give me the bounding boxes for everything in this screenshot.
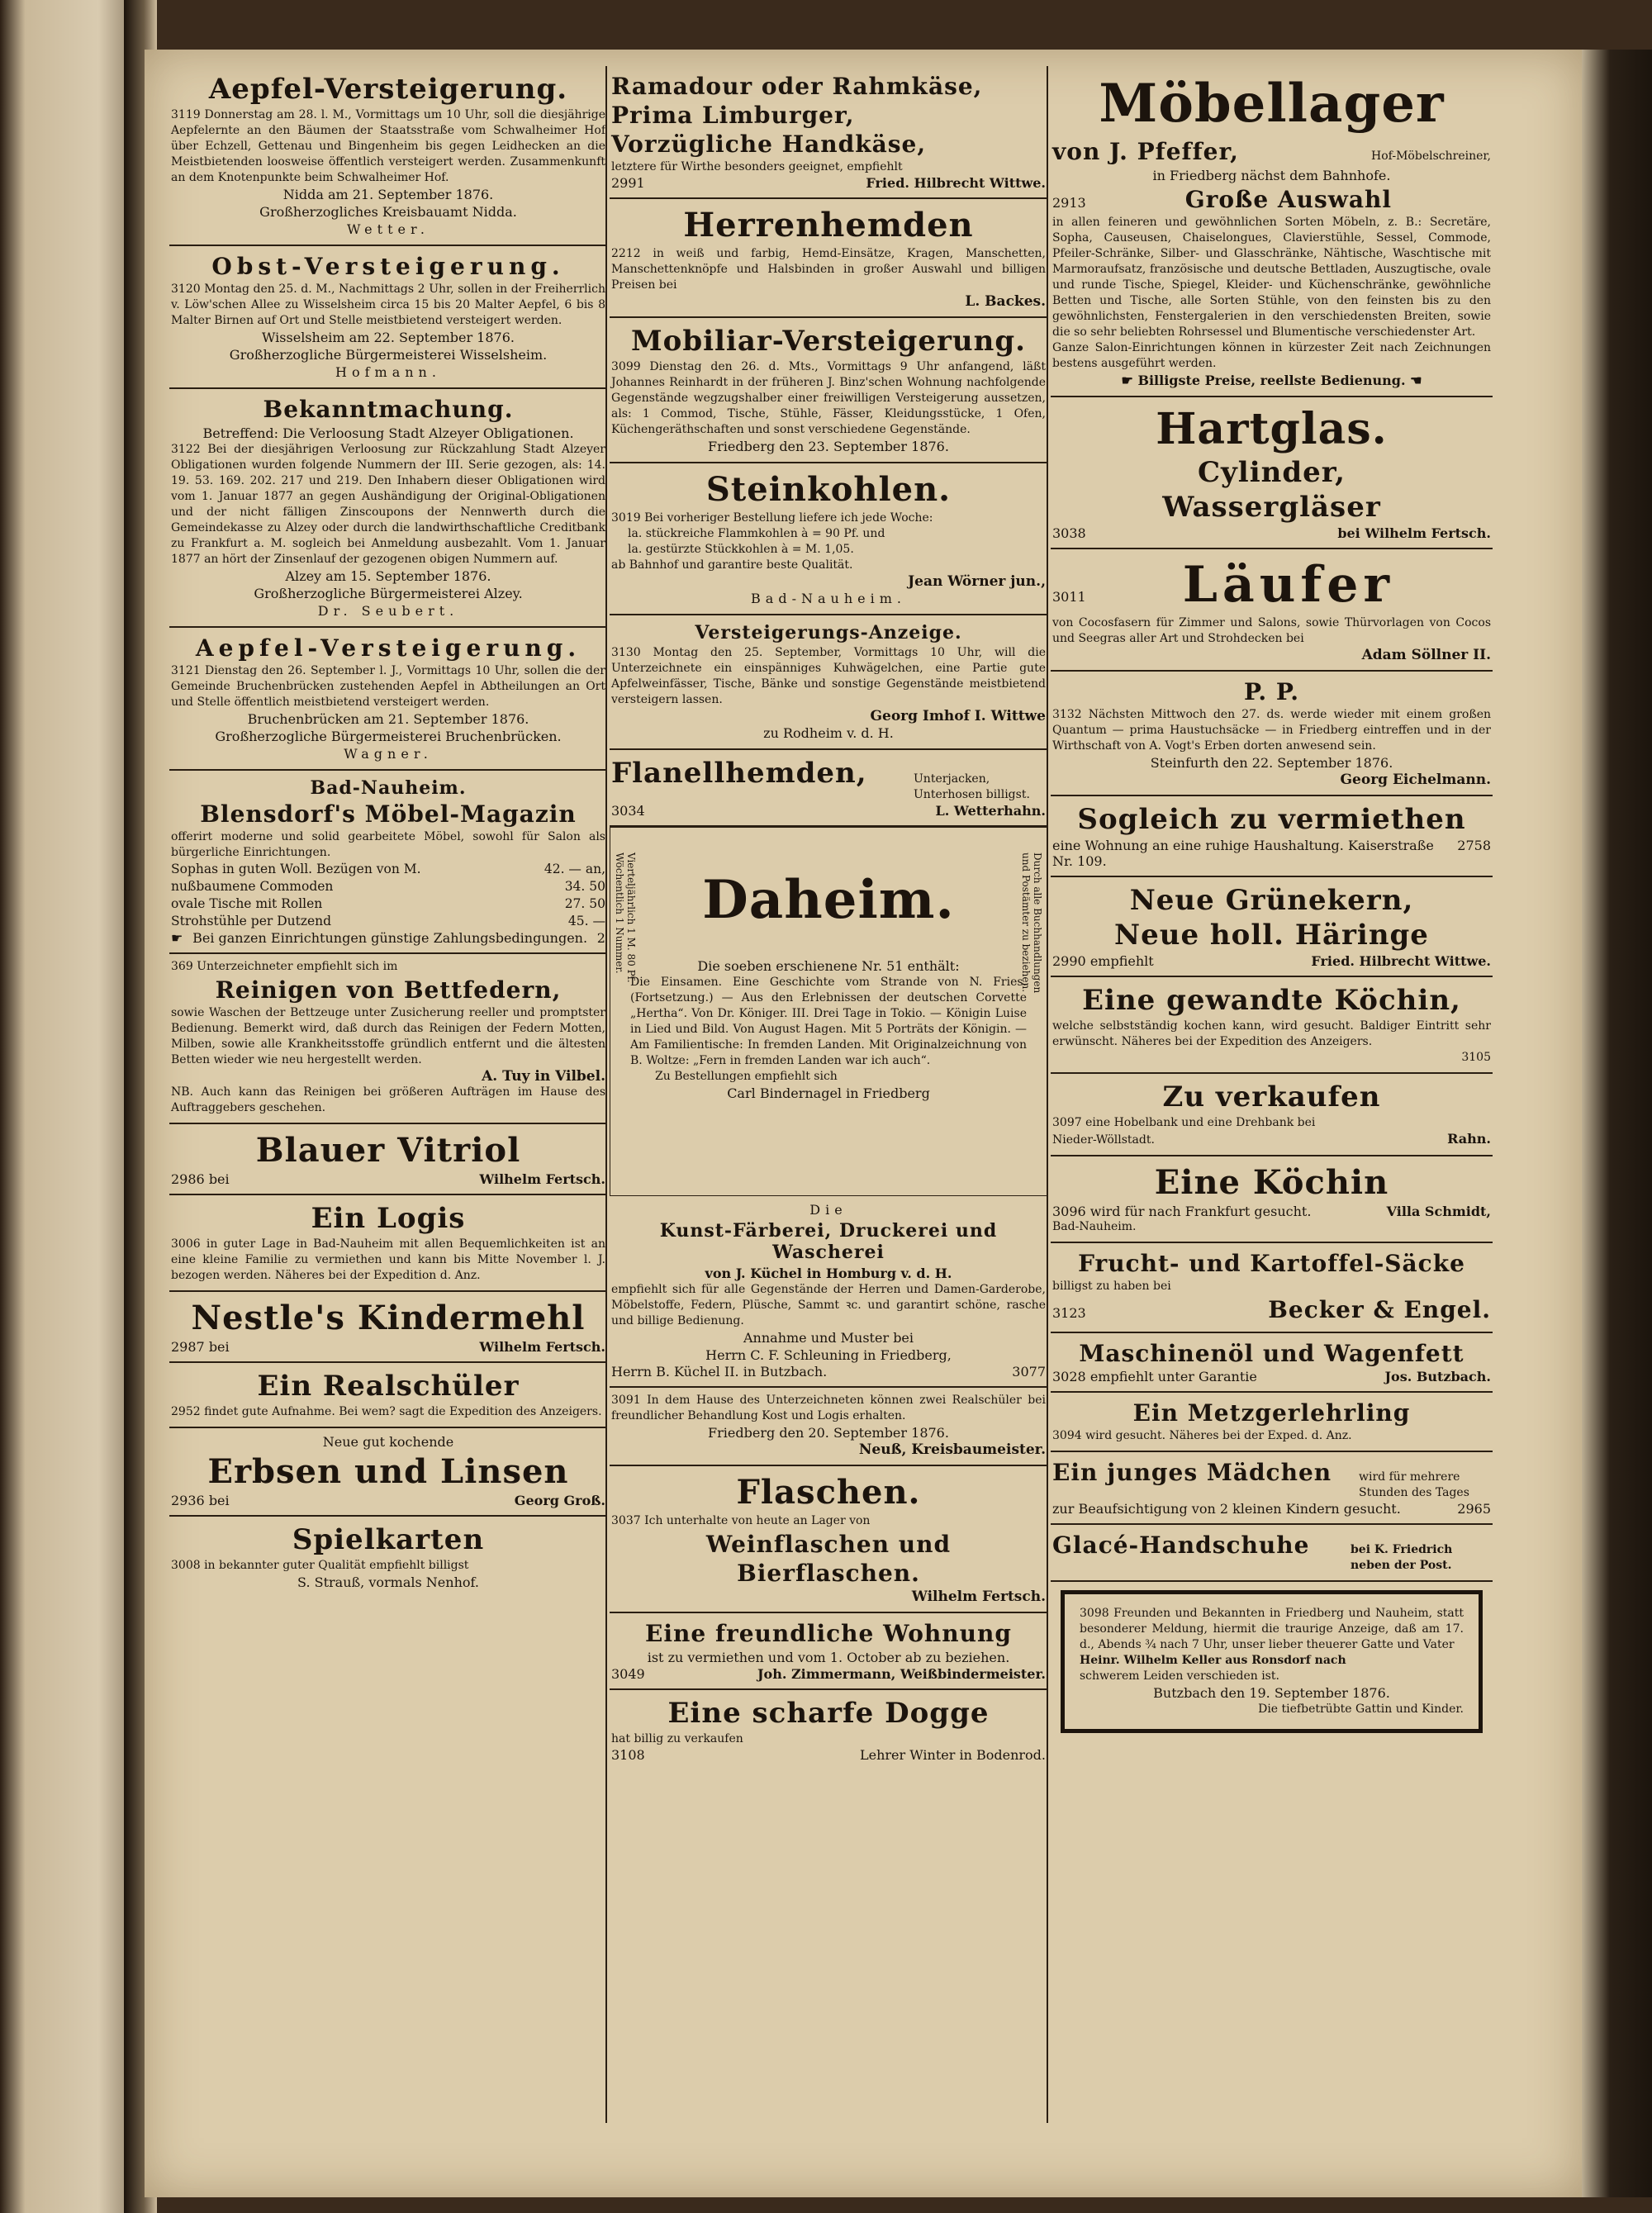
- ad-company-row: [1052, 136, 1491, 167]
- ad-moebellager: [1051, 66, 1493, 397]
- ad-title: Obst-Versteigerung.: [211, 253, 565, 280]
- ad-intro: Die soeben erschienene Nr. 51 enthält:: [697, 958, 960, 974]
- ad-number: 3011: [1052, 589, 1086, 605]
- ad-signature: Georg Imhof I. Wittwe: [870, 708, 1046, 724]
- ad-title-line: Vorzügliche Handkäse,: [611, 131, 927, 158]
- ad-footer: [1052, 1204, 1491, 1219]
- price-row: [171, 895, 605, 913]
- ad-authority: Großherzogliche Bürgermeisterei Bruchenbrücken.: [215, 729, 562, 744]
- ad-footer-text: Billigste Preise, reellste Bedienung.: [1137, 373, 1406, 388]
- ad-title: Steinkohlen.: [705, 470, 952, 509]
- ad-text: 3091 In dem Hause des Unterzeichneten können zwei Realschüler bei freundlicher Behandlung Kost und Logis erhalten.: [611, 1394, 1046, 1422]
- ad-neuss: [610, 1388, 1047, 1466]
- ad-nestle: [169, 1292, 607, 1363]
- ad-title: Ein junges Mädchen: [1052, 1459, 1332, 1486]
- price-value: 34. 50: [564, 879, 605, 894]
- pointing-hand-icon: ☚: [1405, 373, 1422, 388]
- ad-kaese: [610, 66, 1047, 199]
- ad-footer: [1052, 1369, 1491, 1384]
- ad-steinkohlen: [610, 463, 1047, 615]
- pointing-hand-icon: ☛: [171, 930, 183, 946]
- ad-title: Flanellhemden,: [611, 757, 867, 790]
- ad-intro: Die: [809, 1202, 847, 1218]
- ad-signature: Georg Eichelmann.: [1340, 772, 1491, 788]
- ad-line: Weinflaschen und: [705, 1531, 952, 1558]
- ad-title: Blensdorf's Möbel-Magazin: [200, 800, 577, 828]
- ad-header: [611, 755, 1046, 803]
- column-3: [1051, 66, 1493, 1741]
- price-row: [171, 878, 605, 895]
- ad-number: 2936: [171, 1493, 205, 1508]
- ad-obst-versteigerung: [169, 246, 607, 389]
- ad-line: la. stückreiche Flammkohlen à = 90 Pf. und: [628, 527, 885, 540]
- ad-title: Maschinenöl und Wagenfett: [1079, 1340, 1464, 1367]
- ad-signature: Villa Schmidt,: [1386, 1204, 1491, 1219]
- ad-text: hat billig zu verkaufen: [611, 1732, 743, 1745]
- ad-number: 2987: [171, 1339, 205, 1355]
- ad-title: Ein Realschüler: [257, 1370, 520, 1403]
- ad-place: Wisselsheim am 22. September 1876.: [262, 330, 515, 345]
- ad-footer: [1052, 1131, 1491, 1148]
- ad-title: Hartglas.: [1156, 404, 1388, 454]
- ad-title: Kunst-Färberei, Druckerei und Wascherei: [659, 1220, 998, 1263]
- ad-agent: Herrn B. Küchel II. in Butzbach.: [611, 1364, 828, 1380]
- ad-footer: [1052, 372, 1491, 389]
- ad-flaschen: [610, 1466, 1047, 1613]
- ad-footer: [611, 1747, 1046, 1763]
- ad-side-text: Unterjacken, Unterhosen billigst.: [914, 772, 1030, 801]
- ad-side-left: Vierteljährlich 1 M. 80 Pf. Wöchentlich 1 Nummer.: [614, 852, 637, 983]
- ad-text: in allen feineren und gewöhnlichen Sorten Möbeln, z. B.: Secretäre, Sopha, Causeusen, Chaiselongues, Clavierstühle, Sessel, Commode, Pfeiler-Schränke, Silber- und Glasschränke, Nähtische, Waschtische mit Marmoraufsatz, französische und deutsche Bettladen, Auszugtische, ovale und runde Tische, Spiegel, Kleider- und Küchenschränke, gewöhnliche Betten und Tische, alle Sorten Stühle, von den feinsten bis zu den gewöhnlichsten, Fenstergalerien in den verschiedensten Breiten, sowie die so sehr beliebten Rohrsessel und Blumentische verschiedenster Art.: [1052, 216, 1491, 339]
- ad-authority: Großherzogliche Bürgermeisterei Alzey.: [254, 586, 523, 601]
- ad-location: Bad-Nauheim.: [310, 777, 467, 799]
- ad-line: Bierflaschen.: [737, 1560, 920, 1587]
- ad-number: 369: [171, 960, 193, 973]
- ad-place: Bad-Nauheim.: [751, 591, 906, 606]
- ad-text: zur Beaufsichtigung von 2 kleinen Kindern gesucht.: [1052, 1501, 1401, 1517]
- death-notice: [1061, 1590, 1483, 1733]
- ad-signature: Joh. Zimmermann, Weißbindermeister.: [757, 1666, 1046, 1682]
- ad-place: Friedberg den 23. September 1876.: [708, 439, 949, 454]
- ad-signature: L. Backes.: [965, 293, 1046, 310]
- ad-number: 3123: [1052, 1305, 1086, 1321]
- ad-text: letztere für Wirthe besonders geeignet, empfiehlt: [611, 160, 903, 173]
- ad-subtitle-row: [1052, 184, 1491, 215]
- ad-number: 3077: [1012, 1364, 1046, 1380]
- ad-title-line: Ramadour oder Rahmkäse,: [611, 73, 983, 100]
- ad-text: 2212 in weiß und farbig, Hemd-Einsätze, Kragen, Manschetten, Manschettenknöpfe und Halsbinden in großer Auswahl und billigen Preisen bei: [611, 247, 1046, 292]
- ad-text: ist zu vermiethen und vom 1. October ab zu beziehen.: [647, 1650, 1010, 1665]
- ad-text: 3119 Donnerstag am 28. l. M., Vormittags um 10 Uhr, soll die diesjährige Aepfelernte an den Bäumen der Staatsstraße vom Schwalheimer Hof über Echzell, Gettenau und Bingenheim bis gegen Leidhecken an die Meistbietenden loosweise öffentlich versteigert werden. Zusammenkunft an dem Knotenpunkte beim Schwalheimer Hof.: [171, 108, 605, 184]
- ad-signature: Neuß, Kreisbaumeister.: [858, 1441, 1046, 1458]
- ad-blauer-vitriol: [169, 1124, 607, 1195]
- ad-bei: bei: [208, 1493, 230, 1508]
- ad-place: Nidda am 21. September 1876.: [282, 187, 494, 202]
- ad-erbsen-linsen: [169, 1428, 607, 1517]
- ad-title: Versteigerungs-Anzeige.: [695, 622, 962, 643]
- ad-side-text: bei K. Friedrich neben der Post.: [1351, 1543, 1453, 1572]
- ad-text: sowie Waschen der Bettzeuge unter Zusicherung reeller und promptster Bedienung. Bemerkt wird, daß durch das Reinigen der Federn Motten, Milben, sowie alle Krankheitsstoffe gründlich entfernt und die ältesten Betten wieder wie neu hergestellt werden.: [171, 1006, 605, 1066]
- ad-title: Läufer: [1182, 556, 1394, 614]
- ad-line: Neue holl. Häringe: [1114, 919, 1429, 952]
- ad-daheim: [610, 827, 1047, 1196]
- ad-text: 3037 Ich unterhalte von heute an Lager von: [611, 1514, 871, 1527]
- ad-number: 3028: [1052, 1369, 1086, 1384]
- ad-text: 3099 Dienstag den 26. d. Mts., Vormittags 9 Uhr anfangend, läßt Johannes Reinhardt in der früheren J. Binz'schen Wohnung nachfolgende Gegenstände wegzugshalber einer freiwilligen Versteigerung aussetzen, als: 1 Commod, Tische, Stühle, Fässer, Kleidungsstücke, 1 Ofen, Küchengeräthschaften und sonst verschiedene Gegenstände.: [611, 360, 1046, 436]
- ad-number: 3034: [611, 803, 645, 819]
- ad-signature: Wilhelm Fertsch.: [479, 1339, 605, 1355]
- ad-text: 2952 findet gute Aufnahme. Bei wem? sagt die Expedition des Anzeigers.: [171, 1405, 602, 1418]
- ad-signature: Wilhelm Fertsch.: [911, 1589, 1046, 1605]
- ad-title: Bekanntmachung.: [263, 396, 514, 423]
- ad-title: Herrenhemden: [683, 206, 974, 245]
- ad-number: 3038: [1052, 525, 1086, 541]
- ad-annahme: Annahme und Muster bei: [743, 1330, 914, 1346]
- ad-footer: [171, 1171, 605, 1187]
- ad-signature: Jos. Butzbach.: [1384, 1369, 1491, 1384]
- ad-footer: [1052, 1294, 1491, 1325]
- price-item: ovale Tische mit Rollen: [171, 896, 323, 911]
- ad-text: 3008 in bekannter guter Qualität empfiehlt billigst: [171, 1559, 469, 1572]
- ad-title: Aepfel-Versteigerung.: [195, 634, 582, 662]
- ad-subtitle: Große Auswahl: [1184, 186, 1392, 213]
- price-item: Strohstühle per Dutzend: [171, 914, 332, 928]
- ad-herrenhemden: [610, 199, 1047, 318]
- price-value: 27. 50: [564, 896, 605, 911]
- ad-signature: Wetter.: [347, 221, 430, 237]
- ad-text: 3097 eine Hobelbank und eine Drehbank bei: [1052, 1116, 1316, 1129]
- ad-text: 3122 Bei der diesjährigen Verloosung zur Rückzahlung Stadt Alzeyer Obligationen wurden folgende Nummern der III. Serie gezogen, als: 14. 19. 53. 169. 202. 217 und 219. Den Inhabern dieser Obligationen wird vom 1. Januar 1877 an gegen Aushändigung der Original-Obligationen und der nicht fälligen Zinscoupons der Nennwerth durch die Gemeindekasse zu Alzey oder durch die landwirthschaftliche Creditbank zu Frankfurt a. M. sogleich bei Anmeldung ausbezahlt. Vom 1. Januar 1877 an hört der Zinsenlauf der gezogenen obigen Nummern auf.: [171, 443, 605, 566]
- price-item: nußbaumene Commoden: [171, 879, 334, 894]
- ad-place: Nieder-Wöllstadt.: [1052, 1133, 1155, 1147]
- ad-signature: Dr. Seubert.: [317, 603, 459, 619]
- ad-gruenkern: [1051, 877, 1493, 977]
- ad-footer: [171, 930, 605, 946]
- price-value: 45. —: [567, 914, 605, 928]
- ad-aepfel-versteigerung-1: [169, 66, 607, 246]
- ad-text: 3132 Nächsten Mittwoch den 27. ds. werde wieder mit einem großen Quantum — prima Haustuchsäcke — in Friedberg eintreffen und in der Wirthschaft von A. Vogt's Erben dorten anwesend sein.: [1052, 708, 1491, 753]
- ad-agent: Herrn C. F. Schleuning in Friedberg,: [705, 1347, 952, 1363]
- ad-number: 3108: [611, 1747, 645, 1763]
- ad-line: Cylinder,: [1197, 456, 1346, 489]
- ad-line: Wassergläser: [1162, 491, 1381, 524]
- ad-text: welche selbstständig kochen kann, wird gesucht. Baldiger Eintritt sehr erwünscht. Näheres bei der Expedition des Anzeigers.: [1052, 1019, 1491, 1048]
- previous-page-edge: [0, 0, 140, 2213]
- ad-role: Hof-Möbelschreiner,: [1371, 150, 1491, 163]
- notice-text: 3098 Freunden und Bekannten in Friedberg und Nauheim, statt besonderer Meldung, hiermit die traurige Anzeige, daß am 17. d., Abends ¾ nach 7 Uhr, unser lieber theuerer Gatte und Vater: [1080, 1607, 1464, 1651]
- ad-title: Aepfel-Versteigerung.: [208, 73, 568, 106]
- ad-title: Flaschen.: [736, 1473, 921, 1512]
- notice-text-2: schwerem Leiden verschieden ist.: [1080, 1669, 1279, 1683]
- ad-bei: bei: [208, 1171, 230, 1187]
- ad-text: eine Wohnung an eine ruhige Haushaltung. Kaiserstraße Nr. 109.: [1052, 838, 1434, 869]
- ad-place: zu Rodheim v. d. H.: [763, 725, 894, 741]
- notice-name: Heinr. Wilhelm Keller aus Ronsdorf nach: [1080, 1654, 1346, 1667]
- ad-text: Die Einsamen. Eine Geschichte vom Strande von N. Fries. (Fortsetzung.) — Aus den Erlebnissen der deutschen Corvette „Hertha“. Von Dr. Königer. III. Drei Tage in Tokio. — Königin Luise in Lied und Bild. Von August Hagen. Mit 5 Porträts der Königin. — Am Familientische: In fremden Landen. Mit Originalzeichnung von B. Woltze: „Fern in fremden Landen war ich auch“.: [630, 976, 1027, 1067]
- ad-footer: [1052, 525, 1491, 541]
- ad-title: Eine scharfe Dogge: [667, 1697, 990, 1730]
- ad-wohnung: [610, 1613, 1047, 1690]
- ad-signature: Georg Groß.: [514, 1493, 605, 1508]
- pointing-hand-icon: ☛: [1121, 373, 1138, 388]
- notice-place: Butzbach den 19. September 1876.: [1153, 1685, 1390, 1701]
- ad-title: Eine Köchin: [1154, 1163, 1389, 1202]
- ad-signature: Fried. Hilbrecht Wittwe.: [866, 175, 1046, 191]
- ad-place: Alzey am 15. September 1876.: [285, 568, 491, 584]
- column-1: [169, 66, 607, 1598]
- ad-side-right: Durch alle Buchhandlungen und Postämter zu beziehen.: [1020, 852, 1043, 994]
- ad-place: Friedberg den 20. September 1876.: [708, 1425, 949, 1441]
- ad-order: Zu Bestellungen empfiehlt sich: [655, 1070, 838, 1083]
- price-value: 42. — an,: [544, 862, 605, 876]
- ad-text: 3096 wird für nach Frankfurt gesucht.: [1052, 1204, 1312, 1219]
- ad-title: Frucht- und Kartoffel-Säcke: [1078, 1250, 1465, 1277]
- ad-title: Ein Metzgerlehrling: [1132, 1399, 1411, 1427]
- ad-bettfedern: [169, 954, 607, 1124]
- ad-text: 3121 Dienstag den 26. September l. J., Vormittags 10 Uhr, sollen die der Gemeinde Bruchenbrücken zustehenden Aepfel in Abtheilungen an Ort und Stelle öffentlich meistbietend versteigert werden.: [171, 664, 605, 709]
- ad-number: 2758: [1457, 838, 1491, 853]
- ad-text: billigst zu haben bei: [1052, 1280, 1171, 1293]
- ad-aepfel-versteigerung-2: [169, 628, 607, 771]
- ad-number: 2986: [171, 1171, 205, 1187]
- ad-place: Steinfurth den 22. September 1876.: [1150, 755, 1393, 771]
- ad-sogleich-vermiethen: [1051, 796, 1493, 877]
- ad-title: Ein Logis: [311, 1202, 466, 1235]
- ad-dogge: [610, 1690, 1047, 1769]
- ad-title: Blauer Vitriol: [255, 1131, 521, 1170]
- ad-bei: bei: [208, 1339, 230, 1355]
- ad-authority: Großherzogliches Kreisbauamt Nidda.: [259, 204, 517, 220]
- ad-maschinenoel: [1051, 1333, 1493, 1393]
- ad-signature: bei Wilhelm Fertsch.: [1337, 525, 1491, 541]
- ad-title: Mobiliar-Versteigerung.: [631, 325, 1026, 358]
- ad-junges-maedchen: [1051, 1452, 1493, 1525]
- ad-hartglas: [1051, 397, 1493, 549]
- ad-laeufer: [1051, 549, 1493, 672]
- ad-number: 2965: [1457, 1501, 1491, 1517]
- ad-line: ab Bahnhof und garantire beste Qualität.: [611, 558, 853, 572]
- ad-text: empfiehlt sich für alle Gegenstände der Herren und Damen-Garderobe, Möbelstoffe, Federn, Plüsche, Sammt ꝛc. und garantirt schöne, rasche und billige Bedienung.: [611, 1283, 1046, 1327]
- ad-title: Glacé-Handschuhe: [1052, 1532, 1310, 1559]
- ad-number: 2913: [1052, 195, 1086, 211]
- ad-signature: L. Wetterhahn.: [935, 803, 1046, 819]
- ad-koechin-gewandt: [1051, 977, 1493, 1074]
- ad-signature: Adam Söllner II.: [1361, 647, 1491, 663]
- ad-signature: Fried. Hilbrecht Wittwe.: [1311, 953, 1491, 969]
- ad-metzgerlehrling: [1051, 1393, 1493, 1452]
- ad-text-2: Ganze Salon-Einrichtungen können in kürzester Zeit nach Zeichnungen bestens ausgeführt werden.: [1052, 341, 1491, 370]
- ad-line: la. gestürzte Stückkohlen à = M. 1,05.: [628, 543, 854, 556]
- ad-signature: Jean Wörner jun.,: [908, 573, 1046, 590]
- ad-saecke: [1051, 1243, 1493, 1333]
- ad-authority: Großherzogliche Bürgermeisterei Wisselsheim.: [229, 347, 548, 363]
- ad-bekanntmachung: [169, 389, 607, 628]
- ad-title: P. P.: [1243, 678, 1300, 705]
- ad-signature: Becker & Engel.: [1268, 1296, 1491, 1323]
- ad-title: Daheim.: [702, 869, 955, 931]
- ad-number: 2: [596, 930, 605, 946]
- ad-signature: Wilhelm Fertsch.: [479, 1171, 605, 1187]
- ad-company: von J. Küchel in Homburg v. d. H.: [705, 1266, 952, 1281]
- ad-signature: Wagner.: [344, 746, 433, 762]
- ad-footer: [171, 1493, 605, 1508]
- ad-signature: S. Strauß, vormals Nenhof.: [297, 1574, 479, 1590]
- ad-footer: [611, 803, 1046, 819]
- ad-logis: [169, 1195, 607, 1292]
- ad-note: NB. Auch kann das Reinigen bei größeren Aufträgen im Hause des Auftraggebers geschehen.: [171, 1085, 605, 1114]
- ad-title: Erbsen und Linsen: [207, 1452, 569, 1491]
- ad-intro: Neue gut kochende: [322, 1434, 454, 1450]
- ad-footer: [1052, 838, 1491, 869]
- ad-moebel-magazin: [169, 771, 607, 954]
- ad-title: Spielkarten: [292, 1523, 485, 1556]
- ad-intro-text: Unterzeichneter empfiehlt sich im: [197, 960, 398, 973]
- ad-flanellhemden: [610, 750, 1047, 827]
- column-2: [610, 66, 1047, 1769]
- ad-title: Eine gewandte Köchin,: [1082, 984, 1461, 1017]
- price-item: Sophas in guten Woll. Bezügen von M.: [171, 862, 421, 876]
- ad-realschueler: [169, 1363, 607, 1428]
- ad-text: offerirt moderne und solid gearbeitete Möbel, sowohl für Salon als bürgerliche Einrichtungen.: [171, 830, 605, 859]
- ad-pp: [1051, 672, 1493, 796]
- book-cover-edge: [1582, 50, 1652, 2197]
- ad-footer: [611, 175, 1046, 191]
- ad-text: empfiehlt unter Garantie: [1089, 1369, 1257, 1384]
- ad-title: Reinigen von Bettfedern,: [215, 976, 562, 1004]
- ad-intro: [171, 959, 605, 975]
- ad-footer: [1052, 953, 1491, 969]
- ad-side-text: wird für mehrere Stunden des Tages: [1359, 1470, 1469, 1499]
- ad-number: 3105: [1461, 1051, 1491, 1064]
- ad-place: Bruchenbrücken am 21. September 1876.: [247, 711, 529, 727]
- ad-title: Sogleich zu vermiethen: [1077, 803, 1466, 836]
- ad-number: 2991: [611, 175, 645, 191]
- ad-text: 3130 Montag den 25. September, Vormittags 10 Uhr, will die Unterzeichnete ein einspänniges Kuhwägelchen, eine Partie gute Apfelweinfässer, Tische, Bänke und sonstige Gegenstände meistbietend versteigern lassen.: [611, 646, 1046, 706]
- ad-faerberei: [610, 1196, 1047, 1388]
- price-row: [171, 913, 605, 930]
- ad-subject: Betreffend: Die Verloosung Stadt Alzeyer Obligationen.: [202, 425, 574, 441]
- ad-text: 3019 Bei vorheriger Bestellung liefere ich jede Woche:: [611, 511, 933, 525]
- ad-footer: [611, 1666, 1046, 1682]
- ad-number: 3049: [611, 1666, 645, 1682]
- ad-title: Eine freundliche Wohnung: [645, 1620, 1012, 1647]
- ad-footer: [171, 1339, 605, 1355]
- ad-location: in Friedberg nächst dem Bahnhofe.: [1152, 168, 1391, 183]
- ad-place: Bad-Nauheim.: [1052, 1220, 1137, 1233]
- ad-signature: Carl Bindernagel in Friedberg: [727, 1085, 930, 1101]
- price-row: [171, 861, 605, 878]
- ad-text: 3006 in guter Lage in Bad-Nauheim mit allen Bequemlichkeiten ist an eine kleine Familie zu vermiethen und kann bis Mitte November l. J. bezogen werden. Näheres bei der Expedition d. Anz.: [171, 1237, 605, 1282]
- ad-mobiliar-versteigerung: [610, 318, 1047, 463]
- ad-signature: A. Tuy in Vilbel.: [482, 1068, 605, 1085]
- ad-company: von J. Pfeffer,: [1052, 138, 1239, 165]
- ad-zu-verkaufen: [1051, 1074, 1493, 1156]
- notice-signature: Die tiefbetrübte Gattin und Kinder.: [1258, 1702, 1464, 1716]
- ad-koechin: [1051, 1156, 1493, 1243]
- ad-signature: Hofmann.: [335, 364, 441, 380]
- ad-footer: [611, 1364, 1046, 1380]
- ad-text: empfiehlt: [1089, 953, 1154, 969]
- ad-text: von Cocosfasern für Zimmer und Salons, sowie Thürvorlagen von Cocos und Seegras aller Art und Strohdecken bei: [1052, 616, 1491, 645]
- ad-spielkarten: [169, 1517, 607, 1598]
- ad-header: [1052, 554, 1491, 615]
- ad-glace-handschuhe: [1051, 1525, 1493, 1582]
- ad-signature: Rahn.: [1447, 1131, 1491, 1147]
- ad-signature: Lehrer Winter in Bodenrod.: [860, 1747, 1046, 1763]
- ad-footer: [1052, 1501, 1491, 1517]
- ad-line: Neue Grünekern,: [1129, 884, 1414, 917]
- ad-text: 3120 Montag den 25. d. M., Nachmittags 2 Uhr, sollen in der Freiherrlich v. Löw'schen Allee zu Wisselsheim circa 15 bis 20 Malter Aepfel, 6 bis 8 Malter Birnen auf Ort und Stelle meistbietend versteigert werden.: [171, 283, 605, 327]
- ad-title: Nestle's Kindermehl: [191, 1299, 586, 1337]
- ad-header: [1052, 1457, 1491, 1501]
- ad-header: [1052, 1530, 1491, 1574]
- ad-note: Bei ganzen Einrichtungen günstige Zahlungsbedingungen.: [192, 930, 588, 946]
- ad-title: Möbellager: [1099, 73, 1445, 135]
- ad-versteigerungs-anzeige: [610, 615, 1047, 750]
- ad-title-line: Prima Limburger,: [611, 102, 855, 129]
- ad-number: 2990: [1052, 953, 1086, 969]
- ad-text: 3094 wird gesucht. Näheres bei der Exped. d. Anz.: [1052, 1429, 1352, 1442]
- ad-title: Zu verkaufen: [1162, 1080, 1381, 1114]
